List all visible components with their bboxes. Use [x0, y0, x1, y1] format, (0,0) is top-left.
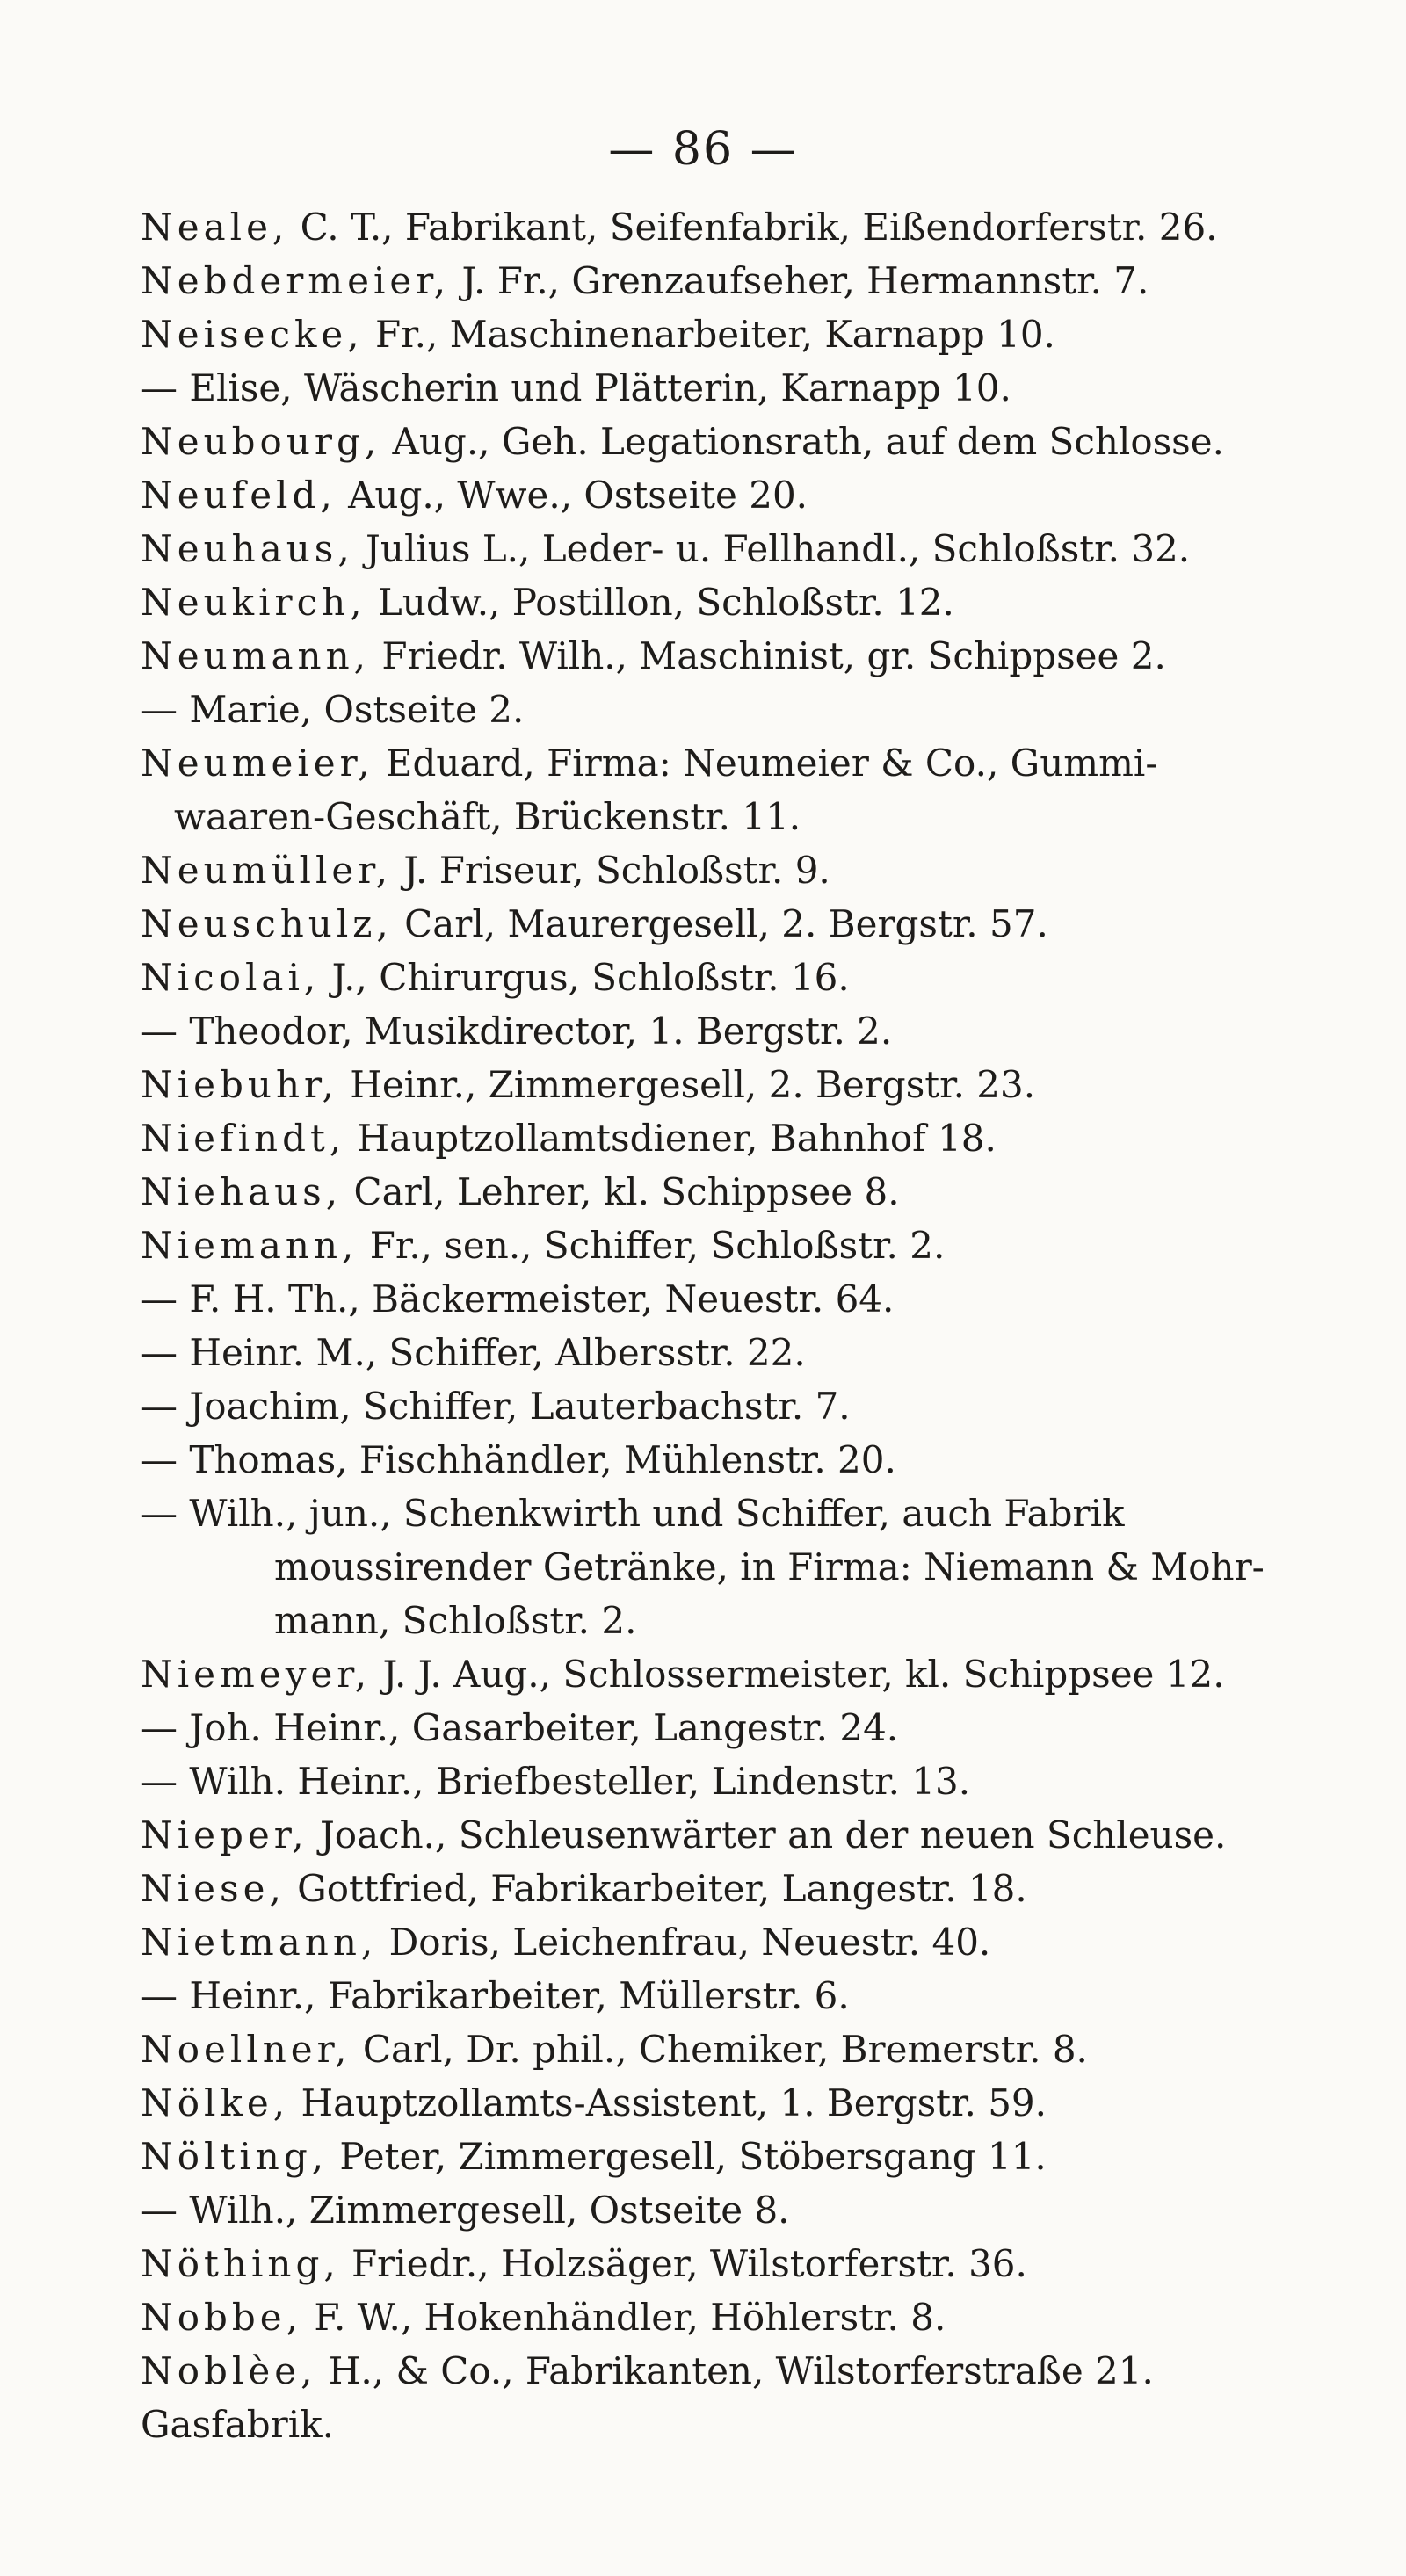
entry-surname: Niemeyer,: [141, 1653, 372, 1696]
entry-details: — Wilh. Heinr., Briefbesteller, Lindenstr. 13.: [141, 1760, 971, 1803]
directory-entry: [141, 1379, 1353, 1433]
entry-surname: Neuschulz,: [141, 902, 393, 945]
entry-surname: Neufeld,: [141, 474, 337, 517]
entry-details: Hauptzollamts-Assistent, 1. Bergstr. 59.: [289, 2081, 1047, 2124]
directory-entry: [141, 1647, 1353, 1701]
entry-surname: Nicolai,: [141, 956, 321, 999]
entry-surname: Neuhaus,: [141, 527, 354, 570]
entry-details: Aug., Wwe., Ostseite 20.: [336, 474, 808, 517]
entry-surname: Niebuhr,: [141, 1063, 338, 1106]
entry-details: — Joachim, Schiffer, Lauterbachstr. 7.: [141, 1385, 851, 1428]
entry-details: — Thomas, Fischhändler, Mühlenstr. 20.: [141, 1438, 896, 1481]
entry-surname: Neumeier,: [141, 742, 374, 785]
directory-entry: [141, 683, 1353, 736]
entry-details: Hauptzollamtsdiener, Bahnhof 18.: [345, 1117, 997, 1160]
entry-details: J., Chirurgus, Schloßstr. 16.: [320, 956, 850, 999]
directory-entry: [141, 1058, 1353, 1111]
entry-details: Friedr. Wilh., Maschinist, gr. Schippsee 2.: [369, 634, 1166, 677]
entry-details: Carl, Dr. phil., Chemiker, Bremerstr. 8.: [351, 2028, 1088, 2071]
entry-details: — F. H. Th., Bäckermeister, Neuestr. 64.: [141, 1277, 895, 1321]
directory-entry: [141, 1004, 1353, 1058]
entry-surname: Nobbe,: [141, 2296, 303, 2339]
directory-entry: [141, 254, 1353, 308]
entry-details: J. J. Aug., Schlossermeister, kl. Schippsee 12.: [371, 1653, 1225, 1696]
directory-entry: [141, 1433, 1353, 1487]
directory-entry: [141, 2344, 1353, 2398]
directory-entry: [141, 2237, 1353, 2290]
entry-details: Friedr., Holzsäger, Wilstorferstr. 36.: [339, 2242, 1027, 2285]
entry-surname: Nieper,: [141, 1813, 308, 1856]
directory-entry: [141, 2076, 1353, 2130]
entry-details: J. Fr., Grenzaufseher, Hermannstr. 7.: [450, 259, 1149, 302]
entry-details: Carl, Maurergesell, 2. Bergstr. 57.: [392, 902, 1048, 945]
entry-surname: Nölting,: [141, 2135, 329, 2178]
directory-entry: [141, 200, 1353, 254]
entry-details: — Marie, Ostseite 2.: [141, 688, 525, 731]
directory-entry: [141, 2290, 1353, 2344]
entry-details: — Wilh., jun., Schenkwirth und Schiffer, auch Fabrik: [141, 1492, 1125, 1535]
directory-entry: [141, 2183, 1353, 2237]
entry-surname: Neisecke,: [141, 313, 364, 356]
directory-entry: [141, 361, 1353, 415]
entry-details: Doris, Leichenfrau, Neuestr. 40.: [377, 1921, 991, 1964]
directory-entry: [141, 1165, 1353, 1219]
entry-surname: Neubourg,: [141, 420, 381, 463]
directory-entry: [141, 415, 1353, 468]
entry-details: moussirender Getränke, in Firma: Niemann & Mohr-: [274, 1545, 1265, 1588]
entry-details: — Elise, Wäscherin und Plätterin, Karnapp 10.: [141, 366, 1011, 409]
entry-details: J. Friseur, Schloßstr. 9.: [392, 849, 830, 892]
entry-surname: Neumüller,: [141, 849, 393, 892]
directory-entry: [141, 1487, 1353, 1540]
entry-surname: Neumann,: [141, 634, 370, 677]
entry-surname: Nebdermeier,: [141, 259, 451, 302]
directory-entry: [141, 575, 1353, 629]
entry-details: Fr., sen., Schiffer, Schloßstr. 2.: [358, 1224, 946, 1267]
directory-entry: [141, 2130, 1353, 2183]
directory-entry: [141, 1326, 1353, 1379]
entry-details: Eduard, Firma: Neumeier & Co., Gummi-: [373, 742, 1158, 785]
entry-details: Aug., Geh. Legationsrath, auf dem Schlosse.: [380, 420, 1224, 463]
directory-entry: [141, 1969, 1353, 2022]
entry-surname: Noellner,: [141, 2028, 352, 2071]
entry-details: Ludw., Postillon, Schloßstr. 12.: [366, 581, 954, 624]
entry-details: — Heinr. M., Schiffer, Albersstr. 22.: [141, 1331, 806, 1374]
directory-entry: [141, 2398, 1353, 2451]
directory-entry: [141, 1701, 1353, 1755]
entry-details: Heinr., Zimmergesell, 2. Bergstr. 23.: [337, 1063, 1036, 1106]
directory-entry: [141, 897, 1353, 951]
entry-surname: Noblèe,: [141, 2349, 317, 2392]
directory-entry: [141, 1594, 1353, 1647]
page-number: — 86 —: [608, 123, 798, 176]
directory-entry: [141, 468, 1353, 522]
directory-entry: [141, 1862, 1353, 1915]
directory-entry: [141, 1219, 1353, 1272]
entry-details: Julius L., Leder- u. Fellhandl., Schloßstr. 32.: [353, 527, 1191, 570]
directory-entry: [141, 629, 1353, 683]
entry-details: — Wilh., Zimmergesell, Ostseite 8.: [141, 2189, 790, 2232]
entry-details: F. W., Hokenhändler, Höhlerstr. 8.: [302, 2296, 946, 2339]
entry-surname: Niehaus,: [141, 1170, 343, 1213]
entry-details: Gasfabrik.: [141, 2403, 334, 2446]
directory-entry: [141, 843, 1353, 897]
directory-entry: [141, 951, 1353, 1004]
directory-entry: [141, 1808, 1353, 1862]
entry-details: Peter, Zimmergesell, Stöbersgang 11.: [328, 2135, 1047, 2178]
entry-details: Joach., Schleusenwärter an der neuen Schleuse.: [308, 1813, 1227, 1856]
entry-details: H., & Co., Fabrikanten, Wilstorferstraße 21.: [316, 2349, 1154, 2392]
entry-surname: Neukirch,: [141, 581, 366, 624]
entry-surname: Neale,: [141, 206, 289, 249]
entry-details: waaren-Geschäft, Brückenstr. 11.: [174, 795, 801, 838]
directory-entry: [141, 1272, 1353, 1326]
entry-surname: Niese,: [141, 1867, 286, 1910]
directory-entries: [141, 200, 1353, 2451]
entry-details: mann, Schloßstr. 2.: [274, 1599, 637, 1642]
directory-entry: [141, 736, 1353, 790]
entry-details: — Joh. Heinr., Gasarbeiter, Langestr. 24.: [141, 1706, 899, 1749]
entry-surname: Niemann,: [141, 1224, 359, 1267]
entry-details: C. T., Fabrikant, Seifenfabrik, Eißendorferstr. 26.: [288, 206, 1218, 249]
entry-surname: Nietmann,: [141, 1921, 378, 1964]
directory-entry: [141, 790, 1353, 843]
directory-entry: [141, 308, 1353, 361]
entry-surname: Nöthing,: [141, 2242, 340, 2285]
entry-details: Gottfried, Fabrikarbeiter, Langestr. 18.: [285, 1867, 1027, 1910]
directory-entry: [141, 2022, 1353, 2076]
directory-entry: [141, 522, 1353, 575]
entry-details: Fr., Maschinenarbeiter, Karnapp 10.: [363, 313, 1055, 356]
entry-surname: Nölke,: [141, 2081, 290, 2124]
entry-details: — Heinr., Fabrikarbeiter, Müllerstr. 6.: [141, 1974, 850, 2017]
directory-entry: [141, 1915, 1353, 1969]
directory-entry: [141, 1540, 1353, 1594]
directory-entry: [141, 1111, 1353, 1165]
entry-details: — Theodor, Musikdirector, 1. Bergstr. 2.: [141, 1009, 893, 1053]
directory-entry: [141, 1755, 1353, 1808]
entry-surname: Niefindt,: [141, 1117, 346, 1160]
entry-details: Carl, Lehrer, kl. Schippsee 8.: [342, 1170, 900, 1213]
